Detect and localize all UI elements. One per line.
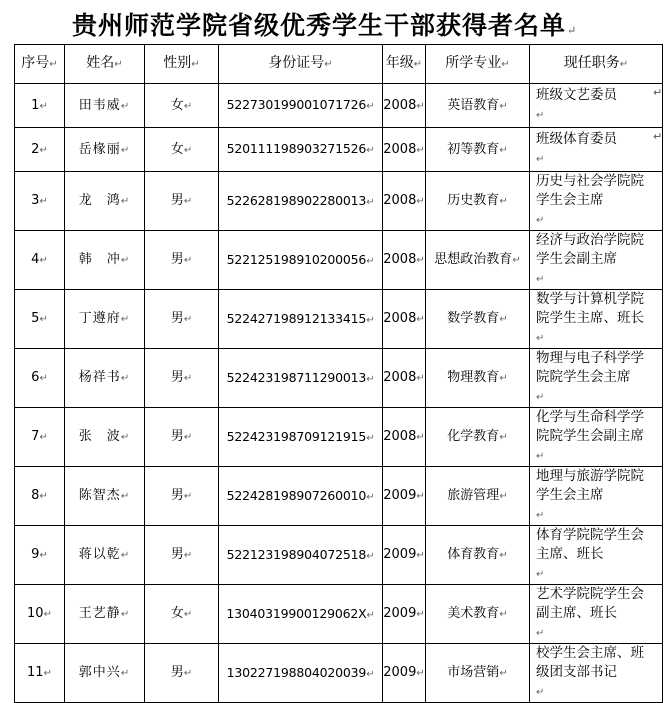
cell-id: 522423198711290013↵ [219,349,383,408]
table-row [15,290,663,349]
table-row [15,349,663,408]
cell-grade: 2009↵ [383,644,426,703]
header-cell: 身份证号↵ [219,45,383,84]
cell-no: 2↵ [15,128,65,172]
cell-major: 英语教育↵ [426,84,530,128]
table-header-row [15,45,663,84]
header-cell: 性别↵ [145,45,219,84]
cell-id: 520111198903271526↵ [219,128,383,172]
cell-post: 体育学院院学生会 主席、班长 ↵ [530,526,663,585]
cell-no: 9↵ [15,526,65,585]
cell-major: 数学教育↵ [426,290,530,349]
cell-sex: 男↵ [145,231,219,290]
table-row [15,128,663,172]
table-row [15,231,663,290]
cell-major: 物理教育↵ [426,349,530,408]
table-row [15,84,663,128]
cell-major: 历史教育↵ [426,172,530,231]
cell-grade: 2009↵ [383,526,426,585]
cell-no: 7↵ [15,408,65,467]
table-row [15,526,663,585]
cell-name: 岳椽丽↵ [65,128,145,172]
cell-major: 思想政治教育↵ [426,231,530,290]
cell-no: 10↵ [15,585,65,644]
cell-post: 经济与政治学院院 学生会副主席 ↵ [530,231,663,290]
cell-id: 522628198902280013↵ [219,172,383,231]
cell-post: 数学与计算机学院 院学生主席、班长 ↵ [530,290,663,349]
cell-sex: 男↵ [145,408,219,467]
cell-post: 物理与电子科学学 院院学生会主席 ↵ [530,349,663,408]
cell-name: 丁遵府↵ [65,290,145,349]
cell-sex: 女↵ [145,84,219,128]
cadre-list-table [14,44,663,703]
cell-name: 龙 鸿↵ [65,172,145,231]
cell-id: 522423198709121915↵ [219,408,383,467]
cell-major: 旅游管理↵ [426,467,530,526]
cell-name: 陈智杰↵ [65,467,145,526]
cell-grade: 2008↵ [383,408,426,467]
cell-sex: 男↵ [145,349,219,408]
cell-post: 化学与生命科学学 院院学生会副主席 ↵ [530,408,663,467]
cell-name: 郭中兴↵ [65,644,145,703]
table-row [15,408,663,467]
cell-major: 初等教育↵ [426,128,530,172]
table-row [15,172,663,231]
cell-major: 美术教育↵ [426,585,530,644]
cell-no: 3↵ [15,172,65,231]
cell-post: 艺术学院院学生会 副主席、班长 ↵ [530,585,663,644]
cell-post: 校学生会主席、班 级团支部书记 ↵ [530,644,663,703]
cell-no: 1↵ [15,84,65,128]
paragraph-mark-icon: ↵ [567,24,578,37]
cell-sex: 男↵ [145,172,219,231]
cell-name: 杨祥书↵ [65,349,145,408]
cell-grade: 2008↵ [383,128,426,172]
cell-no: 8↵ [15,467,65,526]
cell-sex: 男↵ [145,526,219,585]
cell-id: 522123198904072518↵ [219,526,383,585]
cell-sex: 男↵ [145,644,219,703]
cell-grade: 2008↵ [383,84,426,128]
cell-id: 522125198910200056↵ [219,231,383,290]
cell-name: 张 波↵ [65,408,145,467]
cell-sex: 男↵ [145,467,219,526]
cell-post: 地理与旅游学院院 学生会主席 ↵ [530,467,663,526]
table-row [15,585,663,644]
cell-post: 班级文艺委员 ↵ [530,84,663,128]
cell-no: 11↵ [15,644,65,703]
cell-name: 蒋以乾↵ [65,526,145,585]
header-cell: 年级↵ [383,45,426,84]
cell-id: 522730199001071726↵ [219,84,383,128]
row-end-arrow-icon: ↵ [653,86,663,99]
cell-grade: 2008↵ [383,290,426,349]
cell-grade: 2009↵ [383,585,426,644]
cell-major: 化学教育↵ [426,408,530,467]
cell-grade: 2009↵ [383,467,426,526]
page-title: 贵州师范学院省级优秀学生干部获得者名单↵ [72,11,578,40]
header-cell: 序号↵ [15,45,65,84]
cell-major: 市场营销↵ [426,644,530,703]
cell-no: 4↵ [15,231,65,290]
cell-name: 韩 冲↵ [65,231,145,290]
cell-post: 班级体育委员 ↵ [530,128,663,172]
cell-grade: 2008↵ [383,349,426,408]
row-end-arrow-icon: ↵ [653,130,663,143]
cell-major: 体育教育↵ [426,526,530,585]
cell-id: 522428198907260010↵ [219,467,383,526]
cell-id: 13040319900129062X↵ [219,585,383,644]
cell-name: 王艺静↵ [65,585,145,644]
cell-post: 历史与社会学院院 学生会主席 ↵ [530,172,663,231]
cell-no: 5↵ [15,290,65,349]
header-cell: 所学专业↵ [426,45,530,84]
cell-sex: 女↵ [145,585,219,644]
cell-name: 田韦威↵ [65,84,145,128]
cell-sex: 男↵ [145,290,219,349]
header-cell: 姓名↵ [65,45,145,84]
cell-grade: 2008↵ [383,172,426,231]
cell-id: 522427198912133415↵ [219,290,383,349]
cell-no: 6↵ [15,349,65,408]
table-row [15,644,663,703]
cell-sex: 女↵ [145,128,219,172]
table-row [15,467,663,526]
cell-id: 130227198804020039↵ [219,644,383,703]
cell-grade: 2008↵ [383,231,426,290]
header-cell: 现任职务↵ [530,45,663,84]
